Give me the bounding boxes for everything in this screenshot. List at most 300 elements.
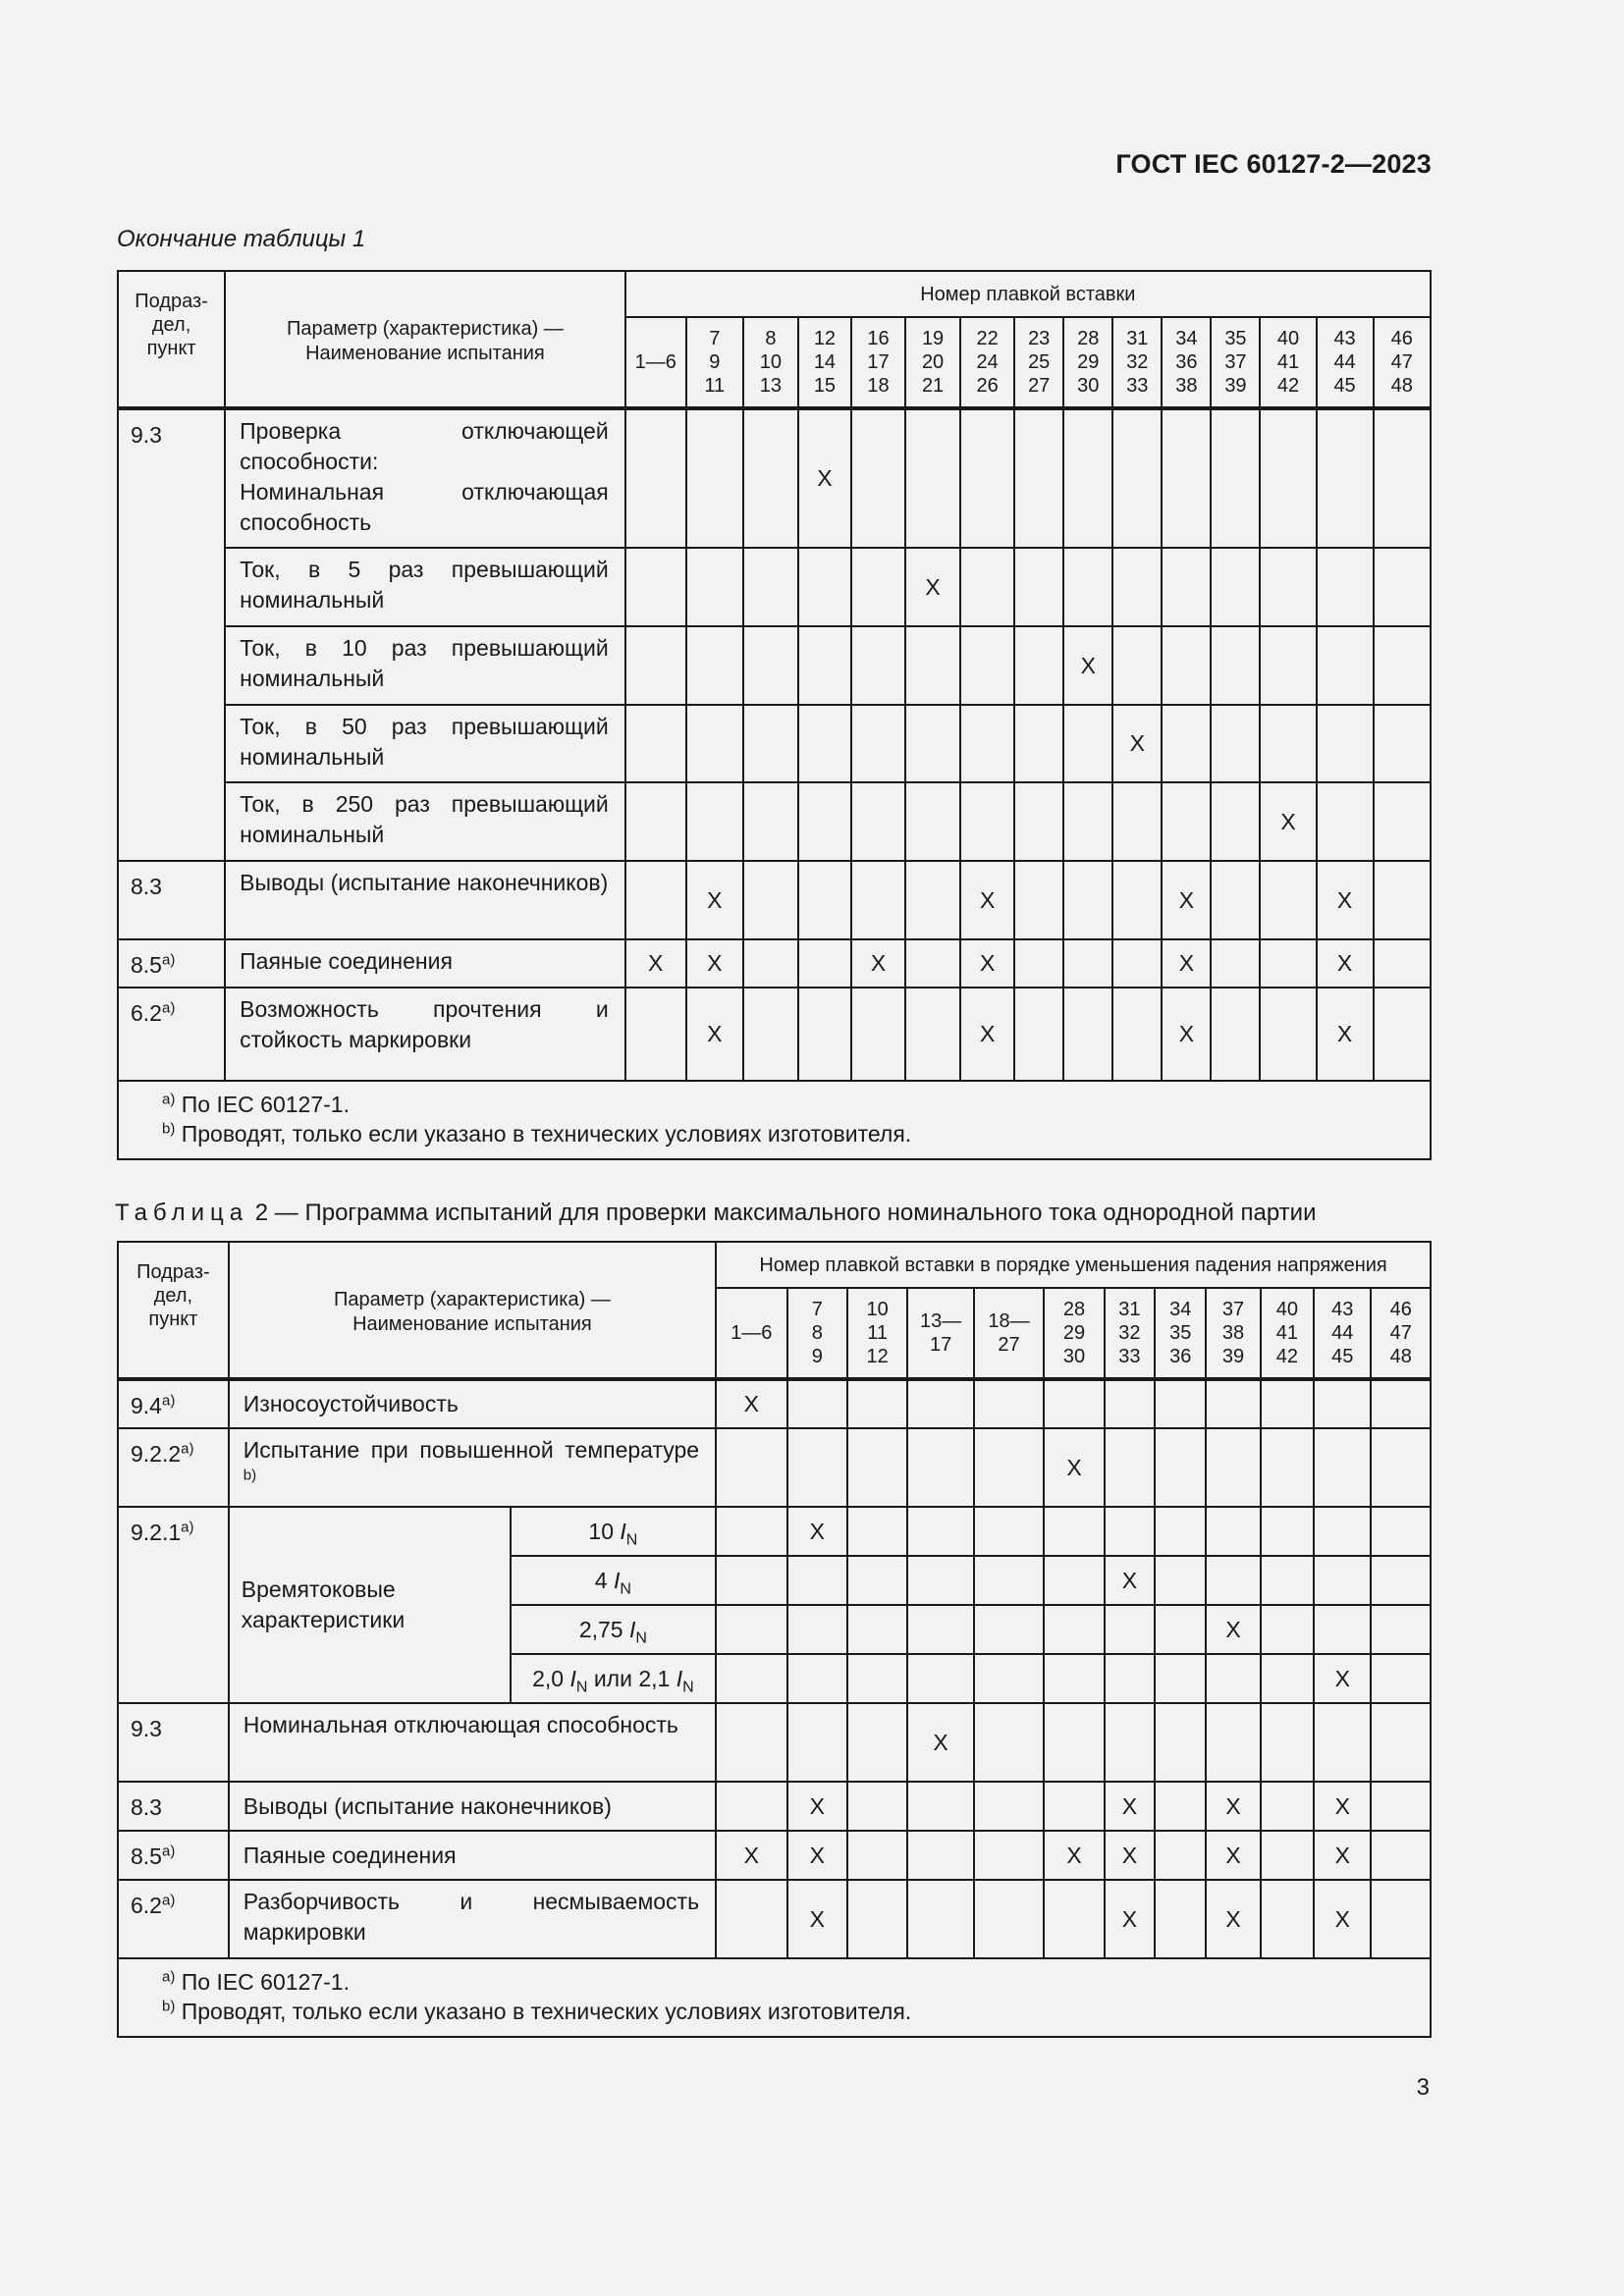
test-mark-cell bbox=[1155, 1782, 1206, 1831]
test-mark-cell: X bbox=[787, 1880, 847, 1958]
fuse-number-header: 31 32 33 bbox=[1112, 317, 1162, 408]
fuse-number-header: 43 44 45 bbox=[1314, 1288, 1371, 1379]
test-mark-cell bbox=[1374, 626, 1431, 705]
test-mark-cell bbox=[974, 1880, 1044, 1958]
test-mark-cell bbox=[907, 1654, 973, 1703]
test-mark-cell bbox=[1261, 1428, 1314, 1507]
test-mark-cell bbox=[851, 408, 905, 548]
test-mark-cell bbox=[1044, 1605, 1104, 1654]
test-mark-cell bbox=[851, 626, 905, 705]
test-mark-cell bbox=[1112, 548, 1162, 626]
current-symbol: I bbox=[569, 1665, 576, 1691]
test-mark-cell bbox=[1374, 861, 1431, 939]
current-symbol: I bbox=[613, 1567, 621, 1593]
test-mark-cell bbox=[1314, 1556, 1371, 1605]
test-mark-cell bbox=[1211, 988, 1260, 1081]
test-mark-cell bbox=[847, 1782, 907, 1831]
test-mark-cell: X bbox=[798, 408, 851, 548]
subsection-cell bbox=[118, 1428, 229, 1507]
test-mark-cell bbox=[1206, 1379, 1260, 1428]
test-mark-cell bbox=[1155, 1831, 1206, 1880]
current-index: N bbox=[682, 1679, 694, 1696]
test-mark-cell bbox=[1211, 861, 1260, 939]
test-mark-cell bbox=[1314, 1379, 1371, 1428]
test-mark-cell bbox=[905, 408, 960, 548]
footnote-mark: а) bbox=[162, 1091, 176, 1108]
test-mark-cell bbox=[907, 1379, 973, 1428]
test-mark-cell: X bbox=[960, 939, 1014, 988]
subsection-header: Подраз- дел, пункт bbox=[118, 1242, 229, 1379]
test-mark-cell: X bbox=[1314, 1831, 1371, 1880]
subsection-number: 8.5 bbox=[131, 1843, 162, 1869]
fuse-number-header: 43 44 45 bbox=[1317, 317, 1374, 408]
test-mark-cell bbox=[1261, 1782, 1314, 1831]
table-row bbox=[118, 988, 1431, 1081]
test-mark-cell bbox=[1371, 1782, 1431, 1831]
fuse-number-header: 40 41 42 bbox=[1261, 1288, 1314, 1379]
test-mark-cell bbox=[974, 1831, 1044, 1880]
test-mark-cell bbox=[1162, 548, 1211, 626]
footnote-ref: а) bbox=[181, 1519, 194, 1536]
test-mark-cell bbox=[847, 1605, 907, 1654]
table-row bbox=[118, 1507, 1431, 1556]
test-mark-cell bbox=[905, 861, 960, 939]
current-index: N bbox=[635, 1629, 647, 1647]
test-mark-cell: X bbox=[1260, 782, 1316, 861]
test-mark-cell: X bbox=[1112, 705, 1162, 782]
test-mark-cell bbox=[743, 988, 798, 1081]
test-mark-cell bbox=[1211, 782, 1260, 861]
test-mark-cell bbox=[1371, 1654, 1431, 1703]
parameter-cell: Паяные соединения bbox=[229, 1831, 716, 1880]
footnote-ref: а) bbox=[161, 951, 176, 969]
test-mark-cell bbox=[847, 1507, 907, 1556]
footnote-ref: а) bbox=[161, 999, 176, 1017]
test-mark-cell bbox=[1314, 1428, 1371, 1507]
test-mark-cell bbox=[907, 1507, 973, 1556]
table-row bbox=[118, 1880, 1431, 1958]
table-row bbox=[118, 408, 1431, 548]
test-mark-cell: X bbox=[686, 939, 743, 988]
test-mark-cell bbox=[1314, 1507, 1371, 1556]
subsection-number: 6.2 bbox=[131, 1000, 162, 1026]
test-mark-cell bbox=[974, 1556, 1044, 1605]
test-mark-cell bbox=[716, 1782, 786, 1831]
test-mark-cell bbox=[1374, 782, 1431, 861]
test-current-cell bbox=[511, 1556, 716, 1605]
test-mark-cell bbox=[1261, 1605, 1314, 1654]
test-mark-cell: X bbox=[1162, 988, 1211, 1081]
test-mark-cell bbox=[1317, 626, 1374, 705]
test-mark-cell bbox=[1211, 705, 1260, 782]
test-mark-cell bbox=[1374, 988, 1431, 1081]
subsection-number: 9.3 bbox=[131, 1716, 162, 1741]
subsection-cell bbox=[118, 1379, 229, 1428]
footnotes bbox=[118, 1958, 1431, 2037]
parameter-cell: Номинальная отключающая способность bbox=[229, 1703, 716, 1782]
test-mark-cell bbox=[1162, 705, 1211, 782]
test-mark-cell: X bbox=[716, 1379, 786, 1428]
table1 bbox=[117, 270, 1432, 1160]
test-mark-cell: X bbox=[851, 939, 905, 988]
test-mark-cell: X bbox=[907, 1703, 973, 1782]
test-mark-cell bbox=[1314, 1703, 1371, 1782]
test-mark-cell bbox=[847, 1880, 907, 1958]
test-mark-cell bbox=[1260, 626, 1316, 705]
table2-caption bbox=[115, 1200, 1316, 1227]
test-mark-cell bbox=[1112, 782, 1162, 861]
footnote bbox=[162, 1967, 1394, 1997]
test-mark-cell bbox=[851, 988, 905, 1081]
test-current-cell bbox=[511, 1654, 716, 1703]
test-mark-cell bbox=[686, 548, 743, 626]
test-mark-cell bbox=[798, 782, 851, 861]
footnote-text: По IEC 60127-1. bbox=[181, 1969, 350, 1995]
test-mark-cell bbox=[1211, 408, 1260, 548]
test-mark-cell bbox=[960, 626, 1014, 705]
subsection-cell bbox=[118, 988, 225, 1081]
test-mark-cell bbox=[625, 626, 686, 705]
test-mark-cell bbox=[716, 1654, 786, 1703]
parameter-cell: Времятоковые характеристики bbox=[229, 1507, 511, 1703]
test-mark-cell bbox=[798, 861, 851, 939]
test-mark-cell bbox=[847, 1831, 907, 1880]
test-mark-cell: X bbox=[1044, 1831, 1104, 1880]
footnote bbox=[162, 1997, 1394, 2026]
footnote-mark: а) bbox=[162, 1968, 176, 1986]
test-mark-cell bbox=[716, 1605, 786, 1654]
footnote bbox=[162, 1090, 1394, 1119]
test-mark-cell bbox=[1155, 1428, 1206, 1507]
test-mark-cell: X bbox=[1317, 939, 1374, 988]
test-mark-cell bbox=[1014, 626, 1063, 705]
test-mark-cell bbox=[1014, 939, 1063, 988]
page-number: 3 bbox=[1416, 2074, 1430, 2101]
test-mark-cell bbox=[1155, 1556, 1206, 1605]
fuse-number-header: 34 36 38 bbox=[1162, 317, 1211, 408]
test-mark-cell bbox=[974, 1428, 1044, 1507]
subsection-number: 8.3 bbox=[131, 1794, 162, 1820]
test-mark-cell: X bbox=[787, 1831, 847, 1880]
test-mark-cell: X bbox=[787, 1782, 847, 1831]
test-mark-cell bbox=[905, 782, 960, 861]
test-mark-cell bbox=[1371, 1831, 1431, 1880]
fuse-number-header: 19 20 21 bbox=[905, 317, 960, 408]
subsection-header: Подраз- дел, пункт bbox=[118, 271, 225, 408]
footnote-ref: а) bbox=[161, 1892, 176, 1909]
subsection-number: 9.4 bbox=[131, 1393, 162, 1418]
test-mark-cell bbox=[686, 705, 743, 782]
table1-caption: Окончание таблицы 1 bbox=[117, 226, 366, 252]
test-mark-cell bbox=[851, 705, 905, 782]
test-mark-cell bbox=[743, 408, 798, 548]
test-mark-cell bbox=[1063, 548, 1112, 626]
test-mark-cell bbox=[743, 861, 798, 939]
current-index: N bbox=[620, 1580, 631, 1598]
test-mark-cell bbox=[1374, 408, 1431, 548]
test-current-cell bbox=[511, 1507, 716, 1556]
test-mark-cell: X bbox=[1162, 939, 1211, 988]
table2-caption-text: 2 — Программа испытаний для проверки максимального номинального тока однородной партии bbox=[254, 1200, 1317, 1226]
footnote-ref: b) bbox=[243, 1467, 257, 1484]
test-mark-cell bbox=[1044, 1379, 1104, 1428]
test-mark-cell bbox=[1371, 1556, 1431, 1605]
test-mark-cell bbox=[1260, 988, 1316, 1081]
test-mark-cell: X bbox=[1063, 626, 1112, 705]
test-mark-cell bbox=[960, 782, 1014, 861]
test-mark-cell bbox=[787, 1556, 847, 1605]
fuse-number-header: 12 14 15 bbox=[798, 317, 851, 408]
footnote-text: Проводят, только если указано в технических условиях изготовителя. bbox=[181, 1121, 912, 1147]
test-mark-cell: X bbox=[1105, 1880, 1155, 1958]
table-row bbox=[118, 782, 1431, 861]
test-mark-cell bbox=[905, 705, 960, 782]
test-mark-cell: X bbox=[1317, 988, 1374, 1081]
test-mark-cell bbox=[1044, 1654, 1104, 1703]
test-mark-cell bbox=[1155, 1507, 1206, 1556]
test-mark-cell: X bbox=[1206, 1605, 1260, 1654]
test-mark-cell bbox=[798, 705, 851, 782]
test-mark-cell bbox=[1211, 548, 1260, 626]
subsection-number: 9.3 bbox=[131, 422, 162, 448]
test-mark-cell bbox=[847, 1428, 907, 1507]
test-mark-cell: X bbox=[1317, 861, 1374, 939]
test-mark-cell: X bbox=[686, 861, 743, 939]
test-mark-cell bbox=[1317, 548, 1374, 626]
parameter-cell bbox=[229, 1428, 716, 1507]
fuse-number-header: 23 25 27 bbox=[1014, 317, 1063, 408]
test-mark-cell bbox=[847, 1654, 907, 1703]
test-mark-cell bbox=[798, 939, 851, 988]
test-mark-cell bbox=[1206, 1703, 1260, 1782]
test-mark-cell bbox=[905, 939, 960, 988]
test-mark-cell bbox=[1155, 1379, 1206, 1428]
test-mark-cell bbox=[1260, 939, 1316, 988]
test-mark-cell bbox=[1105, 1605, 1155, 1654]
test-mark-cell bbox=[743, 705, 798, 782]
test-mark-cell bbox=[1261, 1831, 1314, 1880]
test-mark-cell bbox=[907, 1880, 973, 1958]
parameter-cell: Износоустойчивость bbox=[229, 1379, 716, 1428]
test-mark-cell bbox=[1261, 1654, 1314, 1703]
fuse-number-header: 8 10 13 bbox=[743, 317, 798, 408]
test-mark-cell bbox=[1260, 408, 1316, 548]
test-mark-cell bbox=[1112, 861, 1162, 939]
footnote bbox=[162, 1119, 1394, 1148]
test-mark-cell bbox=[1155, 1703, 1206, 1782]
test-mark-cell: X bbox=[960, 861, 1014, 939]
test-mark-cell bbox=[851, 548, 905, 626]
fuse-number-header: 40 41 42 bbox=[1260, 317, 1316, 408]
test-mark-cell bbox=[743, 939, 798, 988]
test-mark-cell bbox=[907, 1428, 973, 1507]
test-mark-cell: X bbox=[1314, 1880, 1371, 1958]
test-mark-cell bbox=[1371, 1507, 1431, 1556]
test-mark-cell bbox=[743, 548, 798, 626]
test-mark-cell bbox=[907, 1556, 973, 1605]
test-mark-cell bbox=[974, 1703, 1044, 1782]
test-mark-cell bbox=[847, 1703, 907, 1782]
test-mark-cell: X bbox=[1206, 1880, 1260, 1958]
test-mark-cell bbox=[1314, 1605, 1371, 1654]
test-mark-cell bbox=[1014, 705, 1063, 782]
test-current-cell bbox=[511, 1605, 716, 1654]
footnote-ref: а) bbox=[181, 1440, 194, 1458]
test-mark-cell bbox=[1014, 548, 1063, 626]
parameter-text: Испытание при повышенной температуре bbox=[243, 1437, 700, 1463]
test-mark-cell bbox=[1155, 1880, 1206, 1958]
test-mark-cell bbox=[1044, 1880, 1104, 1958]
test-mark-cell bbox=[686, 782, 743, 861]
test-mark-cell bbox=[907, 1782, 973, 1831]
test-mark-cell bbox=[1206, 1556, 1260, 1605]
subsection-cell bbox=[118, 1831, 229, 1880]
test-mark-cell bbox=[1371, 1379, 1431, 1428]
test-mark-cell bbox=[716, 1880, 786, 1958]
test-mark-cell bbox=[743, 626, 798, 705]
test-mark-cell bbox=[1211, 626, 1260, 705]
test-mark-cell bbox=[716, 1507, 786, 1556]
test-mark-cell bbox=[1211, 939, 1260, 988]
test-mark-cell bbox=[625, 408, 686, 548]
footnote-row bbox=[118, 1958, 1431, 2037]
test-mark-cell bbox=[1260, 705, 1316, 782]
test-mark-cell bbox=[1014, 988, 1063, 1081]
test-mark-cell bbox=[1014, 408, 1063, 548]
test-mark-cell bbox=[686, 408, 743, 548]
test-mark-cell bbox=[1044, 1703, 1104, 1782]
test-mark-cell bbox=[1063, 782, 1112, 861]
test-mark-cell bbox=[960, 408, 1014, 548]
test-mark-cell bbox=[1105, 1379, 1155, 1428]
test-mark-cell bbox=[1105, 1703, 1155, 1782]
test-mark-cell bbox=[743, 782, 798, 861]
test-mark-cell bbox=[625, 861, 686, 939]
subsection-cell bbox=[118, 1880, 229, 1958]
test-mark-cell bbox=[1063, 861, 1112, 939]
test-mark-cell bbox=[686, 626, 743, 705]
test-mark-cell: X bbox=[1105, 1782, 1155, 1831]
parameter-cell: Ток, в 5 раз превышающий номинальный bbox=[225, 548, 625, 626]
parameter-header: Параметр (характеристика) — Наименование испытания bbox=[229, 1242, 716, 1379]
test-mark-cell bbox=[1261, 1507, 1314, 1556]
test-mark-cell: X bbox=[1314, 1654, 1371, 1703]
subsection-number: 9.2.1 bbox=[131, 1520, 182, 1545]
test-mark-cell bbox=[1162, 782, 1211, 861]
test-mark-cell bbox=[1371, 1605, 1431, 1654]
subsection-cell bbox=[118, 408, 225, 861]
test-mark-cell bbox=[1063, 408, 1112, 548]
test-mark-cell bbox=[1105, 1654, 1155, 1703]
fuse-number-header: 37 38 39 bbox=[1206, 1288, 1260, 1379]
table-row bbox=[118, 939, 1431, 988]
fuse-number-header: 28 29 30 bbox=[1044, 1288, 1104, 1379]
test-mark-cell bbox=[1260, 548, 1316, 626]
fuse-number-header: 1—6 bbox=[716, 1288, 786, 1379]
current-alternative: или 2,1 bbox=[593, 1665, 671, 1691]
test-mark-cell: X bbox=[716, 1831, 786, 1880]
standard-id: ГОСТ IEC 60127-2—2023 bbox=[1115, 149, 1432, 179]
footnote-ref: а) bbox=[161, 1842, 176, 1860]
test-mark-cell bbox=[798, 548, 851, 626]
test-mark-cell bbox=[974, 1605, 1044, 1654]
fuse-number-header: 28 29 30 bbox=[1063, 317, 1112, 408]
current-symbol: I bbox=[628, 1616, 636, 1642]
parameter-header: Параметр (характеристика) — Наименование испытания bbox=[225, 271, 625, 408]
test-mark-cell bbox=[1155, 1654, 1206, 1703]
test-mark-cell: X bbox=[1105, 1556, 1155, 1605]
parameter-cell: Проверка отключающей способности: Номинальная отключающая способность bbox=[225, 408, 625, 548]
test-mark-cell bbox=[1206, 1507, 1260, 1556]
test-mark-cell: X bbox=[905, 548, 960, 626]
parameter-cell: Выводы (испытание наконечников) bbox=[229, 1782, 716, 1831]
subsection-number: 8.3 bbox=[131, 874, 162, 899]
fuse-number-header: 10 11 12 bbox=[847, 1288, 907, 1379]
subsection-cell bbox=[118, 1703, 229, 1782]
fuse-number-header: 18— 27 bbox=[974, 1288, 1044, 1379]
test-mark-cell bbox=[625, 705, 686, 782]
test-mark-cell bbox=[960, 548, 1014, 626]
test-mark-cell bbox=[1112, 988, 1162, 1081]
test-mark-cell bbox=[1112, 939, 1162, 988]
test-mark-cell bbox=[1112, 408, 1162, 548]
table-row bbox=[118, 626, 1431, 705]
current-symbol: I bbox=[676, 1665, 683, 1691]
test-mark-cell bbox=[1371, 1428, 1431, 1507]
test-mark-cell: X bbox=[787, 1507, 847, 1556]
test-mark-cell bbox=[798, 626, 851, 705]
test-mark-cell: X bbox=[960, 988, 1014, 1081]
table-row bbox=[118, 1782, 1431, 1831]
test-mark-cell bbox=[1014, 861, 1063, 939]
test-mark-cell bbox=[851, 861, 905, 939]
test-mark-cell bbox=[625, 988, 686, 1081]
test-mark-cell bbox=[1044, 1782, 1104, 1831]
test-mark-cell bbox=[787, 1379, 847, 1428]
test-mark-cell: X bbox=[1162, 861, 1211, 939]
test-mark-cell bbox=[1261, 1556, 1314, 1605]
subsection-number: 6.2 bbox=[131, 1893, 162, 1918]
test-mark-cell bbox=[1105, 1507, 1155, 1556]
footnote-mark: b) bbox=[162, 1998, 176, 2015]
footnote-mark: b) bbox=[162, 1120, 176, 1138]
test-mark-cell bbox=[1206, 1428, 1260, 1507]
fuse-number-header: 16 17 18 bbox=[851, 317, 905, 408]
test-mark-cell bbox=[1063, 939, 1112, 988]
footnote-text: Проводят, только если указано в технических условиях изготовителя. bbox=[181, 1999, 912, 2024]
fuse-number-header: 31 32 33 bbox=[1105, 1288, 1155, 1379]
test-mark-cell bbox=[847, 1556, 907, 1605]
test-mark-cell bbox=[974, 1379, 1044, 1428]
test-mark-cell bbox=[1261, 1880, 1314, 1958]
test-mark-cell bbox=[1206, 1654, 1260, 1703]
test-mark-cell bbox=[1317, 408, 1374, 548]
table-row bbox=[118, 1831, 1431, 1880]
subsection-number: 8.5 bbox=[131, 952, 162, 978]
test-mark-cell bbox=[1112, 626, 1162, 705]
test-mark-cell bbox=[1105, 1428, 1155, 1507]
test-mark-cell bbox=[1260, 861, 1316, 939]
table-row bbox=[118, 548, 1431, 626]
fuse-number-header: 7 8 9 bbox=[787, 1288, 847, 1379]
test-mark-cell: X bbox=[1044, 1428, 1104, 1507]
test-mark-cell bbox=[974, 1507, 1044, 1556]
test-mark-cell bbox=[798, 988, 851, 1081]
table-row bbox=[118, 861, 1431, 939]
fuse-number-header: 35 37 39 bbox=[1211, 317, 1260, 408]
test-mark-cell bbox=[787, 1654, 847, 1703]
parameter-cell: Паяные соединения bbox=[225, 939, 625, 988]
